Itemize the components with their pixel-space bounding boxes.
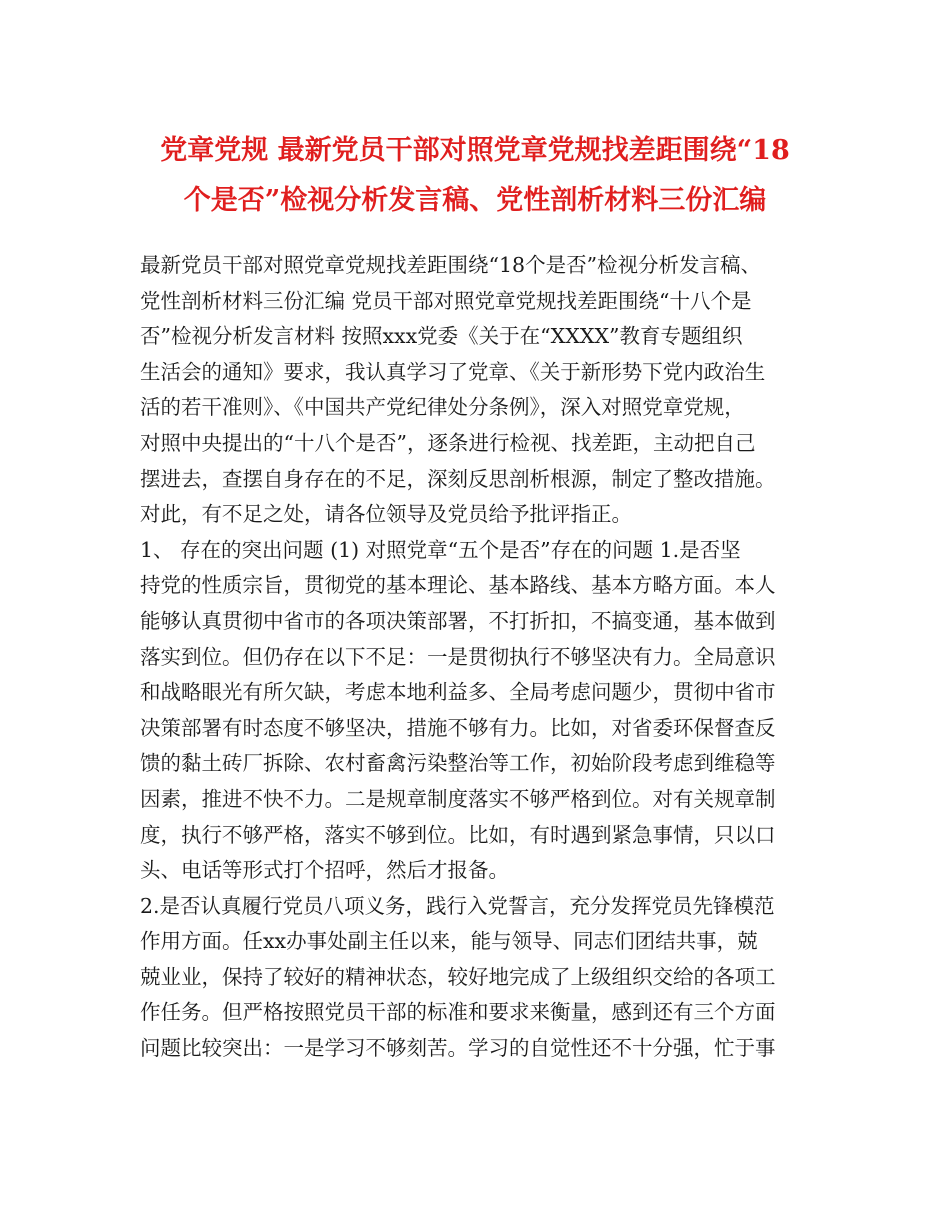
body-line: 度，执行不够严格，落实不够到位。比如，有时遇到紧急事情，只以口 (140, 822, 776, 847)
body-line: 持党的性质宗旨，贯彻党的基本理论、基本路线、基本方略方面。本人 (140, 573, 776, 598)
body-line: 生活会的通知》要求，我认真学习了党章、《关于新形势下党内政治生 (140, 359, 766, 384)
body-line: 作任务。但严格按照党员干部的标准和要求来衡量，感到还有三个方面 (140, 1000, 776, 1025)
body-line: 活的若干准则》、《中国共产党纪律处分条例》，深入对照党章党规， (140, 395, 745, 420)
body-line: 否”检视分析发言材料 按照xxx党委《关于在“XXXX”教育专题组织 (140, 324, 743, 349)
body-line: 问题比较突出：一是学习不够刻苦。学习的自觉性还不十分强，忙于事 (140, 1036, 776, 1061)
body-line: 因素，推进不快不力。二是规章制度落实不够严格到位。对有关规章制 (140, 786, 776, 811)
body-line: 头、电话等形式打个招呼，然后才报备。 (140, 858, 509, 883)
title-line: 个是否”检视分析发言稿、党性剖析材料三份汇编 (183, 185, 767, 216)
body-line: 2.是否认真履行党员八项义务，践行入党誓言，充分发挥党员先锋模范 (140, 893, 775, 918)
body-line: 能够认真贯彻中省市的各项决策部署，不打折扣，不搞变通，基本做到 (140, 608, 776, 633)
body-line: 兢业业，保持了较好的精神状态，较好地完成了上级组织交给的各项工 (140, 964, 776, 989)
body-line: 作用方面。任xx办事处副主任以来，能与领导、同志们团结共事，兢 (140, 929, 758, 954)
document-body (140, 248, 830, 1067)
document-title (140, 126, 810, 226)
body-line: 和战略眼光有所欠缺，考虑本地利益多、全局考虑问题少，贯彻中省市 (140, 680, 776, 705)
body-line: 对此，有不足之处，请各位领导及党员给予批评指正。 (140, 502, 632, 527)
body-line: 决策部署有时态度不够坚决，措施不够有力。比如，对省委环保督查反 (140, 715, 776, 740)
body-line: 最新党员干部对照党章党规找差距围绕“18个是否”检视分析发言稿、 (140, 253, 762, 277)
body-line: 馈的黏土砖厂拆除、农村畜禽污染整治等工作，初始阶段考虑到维稳等 (140, 751, 776, 776)
title-line: 党章党规 最新党员干部对照党章党规找差距围绕“18 (160, 135, 790, 166)
body-line: 摆进去，查摆自身存在的不足，深刻反思剖析根源，制定了整改措施。 (140, 466, 776, 491)
body-line: 1、 存在的突出问题 (1) 对照党章“五个是否”存在的问题 1.是否坚 (140, 537, 741, 562)
body-line: 落实到位。但仍存在以下不足：一是贯彻执行不够坚决有力。全局意识 (140, 644, 776, 669)
body-line: 对照中央提出的“十八个是否”，逐条进行检视、找差距，主动把自己 (140, 430, 756, 455)
body-line: 党性剖析材料三份汇编 党员干部对照党章党规找差距围绕“十八个是 (140, 288, 752, 313)
